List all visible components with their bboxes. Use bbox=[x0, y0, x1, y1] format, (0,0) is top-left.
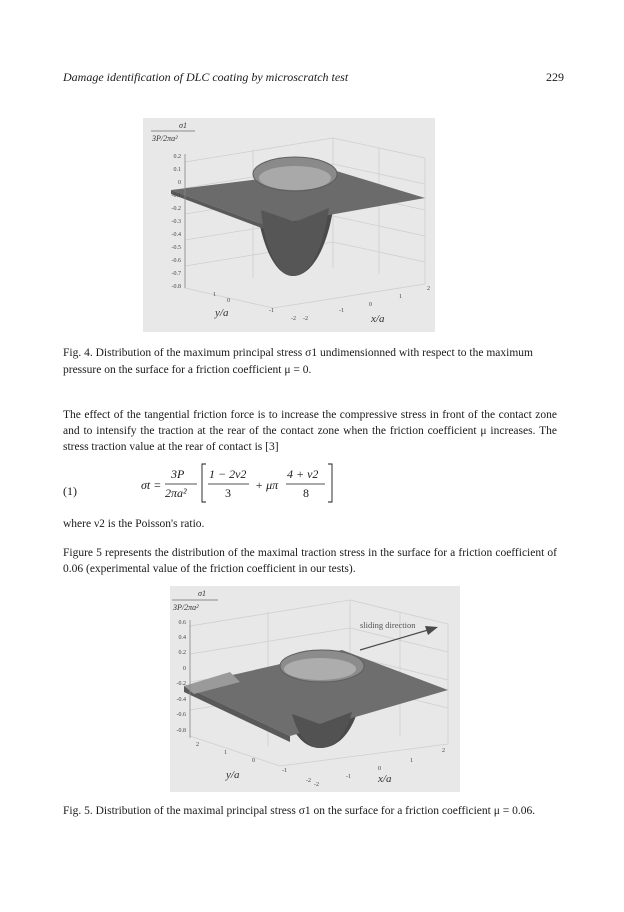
fig4-z-tick: -0.5 bbox=[171, 245, 181, 251]
fig4-z-tick: 0 bbox=[178, 180, 181, 186]
fig5-x-tick: 2 bbox=[442, 748, 445, 754]
fig4-z-tick: 0.2 bbox=[173, 154, 181, 160]
fig5-x-axis-label: x/a bbox=[378, 773, 392, 785]
fig4-z-tick: -0.1 bbox=[171, 193, 181, 199]
fig5-y-axis-label: y/a bbox=[226, 769, 240, 781]
equation-frac-den: 2πa² bbox=[165, 486, 187, 500]
fig4-x-tick: 0 bbox=[369, 302, 372, 308]
equation-number: (1) bbox=[63, 484, 77, 498]
fig5-y-tick: 2 bbox=[196, 742, 199, 748]
fig5-x-tick: 1 bbox=[410, 758, 413, 764]
equation-frac-num: 3P bbox=[171, 467, 185, 481]
fig5-x-tick: -1 bbox=[346, 774, 351, 780]
fig4-rim-inner bbox=[259, 166, 331, 190]
fig5-x-tick: -2 bbox=[314, 782, 319, 788]
paragraph-friction-effect: The effect of the tangential friction force is to increase the compressive stress in front of the contact zone and to intensify the traction at the rear of the contact zone when the friction coefficient μ increases. The stress traction value at the rear of contact is [3] bbox=[63, 409, 557, 453]
fig4-z-tick: 0.1 bbox=[173, 167, 181, 173]
fig4-x-tick: 2 bbox=[427, 286, 430, 292]
fig4-y-tick: -2 bbox=[291, 316, 296, 322]
equation-term1-den: 3 bbox=[225, 486, 231, 500]
equation-1-svg bbox=[63, 460, 557, 510]
equation-term2-num: 4 + ν2 bbox=[287, 467, 319, 481]
figure-4-caption: Fig. 4. Distribution of the maximum principal stress σ1 undimensionned with respect to the maximum pressure on the surface for a friction coefficient μ = 0. bbox=[63, 347, 533, 376]
fig5-z-tick: 0.2 bbox=[178, 650, 186, 656]
fig5-z-tick: 0 bbox=[183, 666, 186, 672]
fig5-z-tick: 0.4 bbox=[178, 635, 186, 641]
fig5-y-tick: -1 bbox=[282, 768, 287, 774]
fig4-z-tick: -0.7 bbox=[171, 271, 181, 277]
page-number: 229 bbox=[546, 70, 564, 84]
fig4-y-tick: -1 bbox=[269, 308, 274, 314]
fig5-ylabel-den: 3P/2πa² bbox=[173, 603, 199, 612]
fig5-ylabel-num: σ1 bbox=[198, 589, 206, 598]
fig5-z-tick: -0.8 bbox=[176, 728, 186, 734]
fig4-y-tick: 0 bbox=[227, 298, 230, 304]
equation-1 bbox=[63, 460, 557, 510]
fig5-z-tick: -0.6 bbox=[176, 712, 186, 718]
paragraph-figure5-intro: Figure 5 represents the distribution of the maximal traction stress in the surface for a friction coefficient of 0.06 (experimental value of the friction coefficient in our tests). bbox=[63, 547, 557, 575]
figure-5 bbox=[170, 586, 460, 792]
fig4-ylabel-num: σ1 bbox=[179, 121, 187, 130]
equation-lhs: σt = bbox=[141, 478, 162, 492]
fig4-z-tick: -0.4 bbox=[171, 232, 181, 238]
fig4-x-tick: -1 bbox=[339, 308, 344, 314]
figure-5-caption: Fig. 5. Distribution of the maximal principal stress σ1 on the surface for a friction coefficient μ = 0.06. bbox=[63, 805, 536, 817]
fig4-z-tick: -0.3 bbox=[171, 219, 181, 225]
fig4-z-tick: -0.6 bbox=[171, 258, 181, 264]
equation-term1-num: 1 − 2ν2 bbox=[209, 467, 247, 481]
figure-4-plot bbox=[143, 118, 435, 332]
fig4-x-axis-label: x/a bbox=[371, 313, 385, 325]
fig4-x-tick: -2 bbox=[303, 316, 308, 322]
fig5-y-tick: -2 bbox=[306, 778, 311, 784]
figure-5-plot bbox=[170, 586, 460, 792]
fig5-y-tick: 0 bbox=[252, 758, 255, 764]
fig5-z-tick: -0.4 bbox=[176, 697, 186, 703]
fig4-z-tick: -0.2 bbox=[171, 206, 181, 212]
running-title: Damage identification of DLC coating by microscratch test bbox=[63, 70, 349, 84]
equation-term2-den: 8 bbox=[303, 486, 309, 500]
fig5-rim-inner bbox=[284, 658, 356, 680]
fig4-x-tick: 1 bbox=[399, 294, 402, 300]
fig5-z-tick: -0.2 bbox=[176, 681, 186, 687]
figure-4 bbox=[143, 118, 435, 332]
equation-right-bracket bbox=[328, 464, 332, 502]
fig4-y-axis-label: y/a bbox=[215, 307, 229, 319]
fig5-x-tick: 0 bbox=[378, 766, 381, 772]
fig4-ylabel-den: 3P/2πa² bbox=[152, 134, 178, 143]
equation-plus-term: + μπ bbox=[255, 478, 279, 492]
fig5-y-tick: 1 bbox=[224, 750, 227, 756]
fig4-y-tick: 1 bbox=[213, 292, 216, 298]
sliding-direction-label: sliding direction bbox=[360, 620, 416, 630]
fig5-z-tick: 0.6 bbox=[178, 620, 186, 626]
paragraph-poisson: where ν2 is the Poisson's ratio. bbox=[63, 518, 205, 530]
equation-left-bracket bbox=[202, 464, 206, 502]
fig4-z-tick: -0.8 bbox=[171, 284, 181, 290]
